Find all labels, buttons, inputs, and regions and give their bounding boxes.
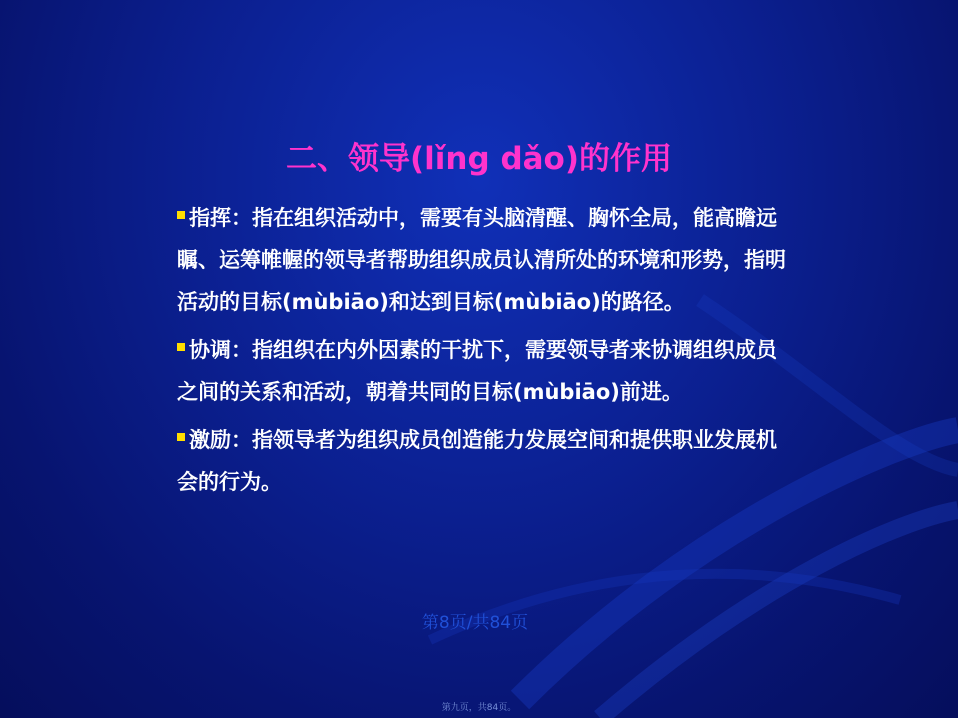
- paragraph-text: 协调：指组织在内外因素的干扰下，需要领导者来协调组织成员之间的关系和活动，朝着共同的目标(mùbiāo)前进。: [177, 338, 777, 404]
- footer-text: 第九页，共84页。: [441, 703, 517, 713]
- bullet-square-icon: [177, 433, 185, 441]
- page-number: 第8页/共84页: [421, 613, 529, 633]
- slide-body: [177, 197, 797, 509]
- paragraph-motivation: [177, 419, 797, 503]
- bullet-square-icon: [177, 343, 185, 351]
- paragraph-command: [177, 197, 797, 323]
- paragraph-text: 指挥：指在组织活动中，需要有头脑清醒、胸怀全局，能高瞻远瞩、运筹帷幄的领导者帮助组织成员认清所处的环境和形势，指明活动的目标(mùbiāo)和达到目标(mùbiāo)的路径。: [177, 206, 786, 314]
- slide-title: 二、领导(lǐng dǎo)的作用: [285, 141, 673, 177]
- paragraph-text: 激励：指领导者为组织成员创造能力发展空间和提供职业发展机会的行为。: [177, 428, 777, 494]
- paragraph-coordination: [177, 329, 797, 413]
- bullet-square-icon: [177, 211, 185, 219]
